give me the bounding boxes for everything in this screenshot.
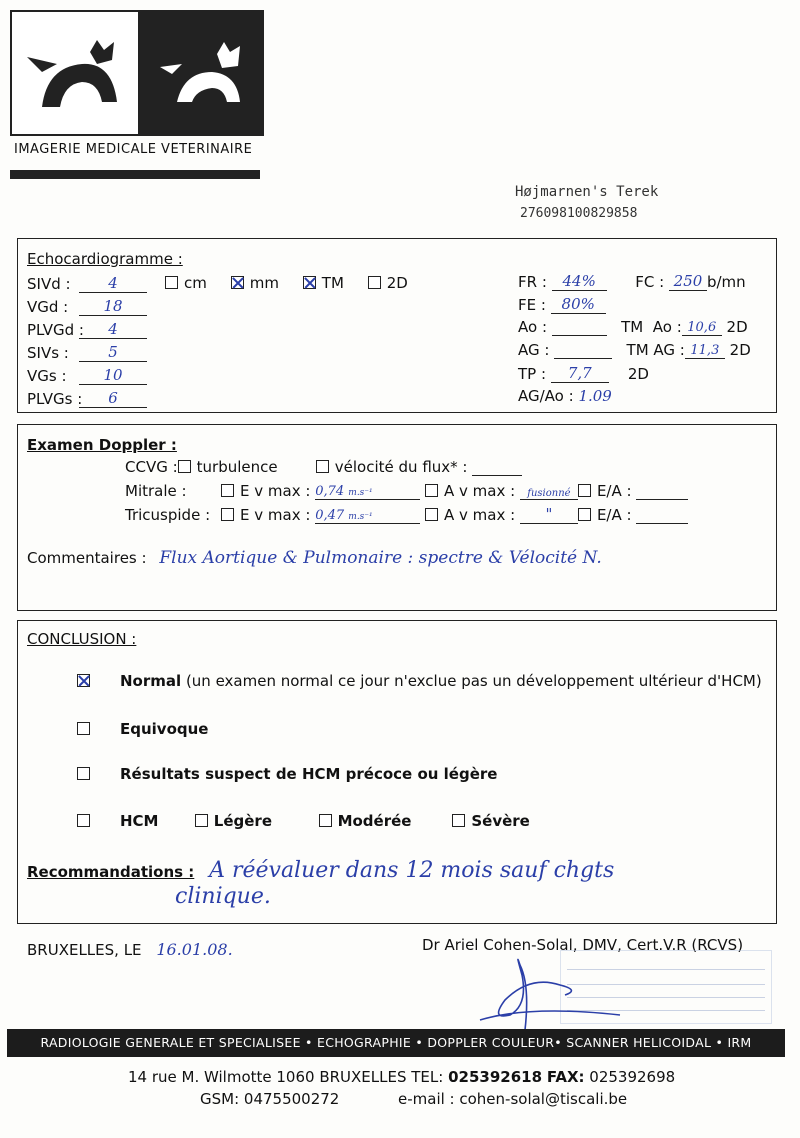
fr-value[interactable]: 44% [552, 272, 607, 291]
patient-id: 276098100829858 [520, 206, 638, 221]
unit-mm[interactable]: mm [231, 274, 279, 292]
echo-field-row [27, 366, 147, 385]
reco-value-line1[interactable]: A réévaluer dans 12 mois sauf chgts [209, 858, 615, 883]
suspect-row: Résultats suspect de HCM précoce ou légère [77, 765, 497, 783]
echo-field-value[interactable]: 10 [79, 366, 147, 385]
patient-name: Højmarnen's Terek [515, 184, 659, 200]
agao-row: AG/Ao : 1.09 [518, 387, 612, 405]
footer-gsm: GSM: 0475500272 [200, 1090, 340, 1108]
tricus-e-checkbox[interactable] [221, 508, 234, 521]
echo-field-value[interactable]: 5 [79, 343, 147, 362]
footer-email[interactable]: e-mail : cohen-solal@tiscali.be [398, 1090, 628, 1108]
cats-logo-icon [12, 12, 262, 134]
mitrale-a-checkbox[interactable] [425, 484, 438, 497]
echo-field-row [27, 297, 147, 316]
normal-checkbox[interactable] [77, 674, 90, 687]
echo-field-label: SIVs : [27, 344, 69, 362]
tp-value[interactable]: 7,7 [551, 364, 609, 383]
ao-tm-value[interactable] [552, 335, 607, 336]
logo [10, 10, 264, 136]
mitrale-a-value[interactable]: fusionné [520, 488, 578, 500]
echo-title: Echocardiogramme : [27, 250, 183, 268]
signoff-date[interactable]: 16.01.08. [156, 940, 233, 959]
org-name: IMAGERIE MEDICALE VETERINAIRE [14, 142, 253, 157]
echo-field-label: VGs : [27, 367, 67, 385]
echo-field-row [27, 343, 147, 362]
fc-value[interactable]: 250 [669, 272, 707, 291]
ag-2d-value[interactable]: 11,3 [685, 343, 725, 359]
fe-row: FE : 80% [518, 295, 606, 314]
signoff-city: BRUXELLES, LE 16.01.08. [27, 940, 233, 959]
echo-field-value[interactable]: 6 [79, 389, 147, 408]
tricus-ea-checkbox[interactable] [578, 508, 591, 521]
mitrale-e-checkbox[interactable] [221, 484, 234, 497]
ccvg-row: CCVG : turbulence vélocité du flux* : [125, 458, 522, 476]
conclusion-title: CONCLUSION : [27, 630, 137, 648]
echo-field-row [27, 320, 147, 339]
ao-row: Ao : TM Ao : 10,6 2D [518, 318, 748, 336]
tricus-ea-value[interactable] [636, 523, 688, 524]
tricus-a-checkbox[interactable] [425, 508, 438, 521]
unit-options [165, 274, 408, 292]
mitrale-row: Mitrale : E v max : 0,74 m.s⁻¹ A v max : fusionné E/A : [125, 482, 688, 500]
ao-2d-value[interactable]: 10,6 [682, 320, 722, 336]
doppler-title: Examen Doppler : [27, 436, 177, 454]
mitrale-ea-value[interactable] [636, 499, 688, 500]
fr-row: FR : 44% FC : 250 b/mn [518, 272, 746, 291]
mitrale-e-value[interactable]: 0,74 m.s⁻¹ [315, 484, 420, 500]
tricus-e-value[interactable]: 0,47 m.s⁻¹ [315, 508, 420, 524]
unit-tm-checkbox[interactable] [303, 276, 316, 289]
unit-cm[interactable]: cm [165, 274, 207, 292]
echo-field-value[interactable]: 4 [79, 274, 147, 293]
comment-value[interactable]: Flux Aortique & Pulmonaire : spectre & Vélocité N. [159, 548, 602, 568]
services-bar: RADIOLOGIE GENERALE ET SPECIALISEE • ECHOGRAPHIE • DOPPLER COULEUR• SCANNER HELICOIDAL • IRM [7, 1029, 785, 1057]
echo-field-value[interactable]: 18 [79, 297, 147, 316]
suspect-checkbox[interactable] [77, 767, 90, 780]
echo-field-label: PLVGs : [27, 390, 83, 408]
legere-checkbox[interactable] [195, 814, 208, 827]
mitrale-ea-checkbox[interactable] [578, 484, 591, 497]
echo-field-label: SIVd : [27, 275, 71, 293]
tp-row: TP : 7,7 2D [518, 364, 649, 383]
moderee-checkbox[interactable] [319, 814, 332, 827]
reco-row: Recommandations : A réévaluer dans 12 mois sauf chgts [27, 858, 615, 883]
fe-value[interactable]: 80% [551, 295, 606, 314]
turbulence-checkbox[interactable] [178, 460, 191, 473]
ag-row: AG : TM AG : 11,3 2D [518, 341, 751, 359]
tricuspide-row: Tricuspide : E v max : 0,47 m.s⁻¹ A v max : " E/A : [125, 505, 688, 524]
tricus-a-value[interactable]: " [520, 505, 578, 524]
unit-mm-checkbox[interactable] [231, 276, 244, 289]
equivoque-row: Equivoque [77, 720, 208, 738]
velocite-checkbox[interactable] [316, 460, 329, 473]
echo-field-label: PLVGd : [27, 321, 84, 339]
unit-2d-checkbox[interactable] [368, 276, 381, 289]
ag-tm-value[interactable] [554, 358, 612, 359]
hcm-checkbox[interactable] [77, 814, 90, 827]
echo-field-label: VGd : [27, 298, 69, 316]
unit-tm[interactable]: TM [303, 274, 344, 292]
echo-field-row [27, 274, 147, 293]
normal-row: Normal (un examen normal ce jour n'exclue pas un développement ultérieur d'HCM) [77, 672, 762, 690]
echo-field-value[interactable]: 4 [79, 320, 147, 339]
equivoque-checkbox[interactable] [77, 722, 90, 735]
agao-value[interactable]: 1.09 [578, 387, 612, 405]
doctor-name: Dr Ariel Cohen-Solal, DMV, Cert.V.R (RCVS) [422, 936, 744, 954]
footer-address: 14 rue M. Wilmotte 1060 BRUXELLES TEL: 025392618 FAX: 025392698 [128, 1068, 676, 1086]
velocite-value[interactable] [472, 475, 522, 476]
reco-value-line2[interactable]: clinique. [175, 884, 271, 909]
hcm-row: HCM Légère Modérée Sévère [77, 812, 530, 830]
unit-2d[interactable]: 2D [368, 274, 408, 292]
echo-field-row [27, 389, 147, 408]
comment-row: Commentaires : Flux Aortique & Pulmonaire : spectre & Vélocité N. [27, 548, 602, 568]
signature [470, 945, 630, 1035]
unit-cm-checkbox[interactable] [165, 276, 178, 289]
logo-underbar [10, 170, 260, 179]
severe-checkbox[interactable] [452, 814, 465, 827]
